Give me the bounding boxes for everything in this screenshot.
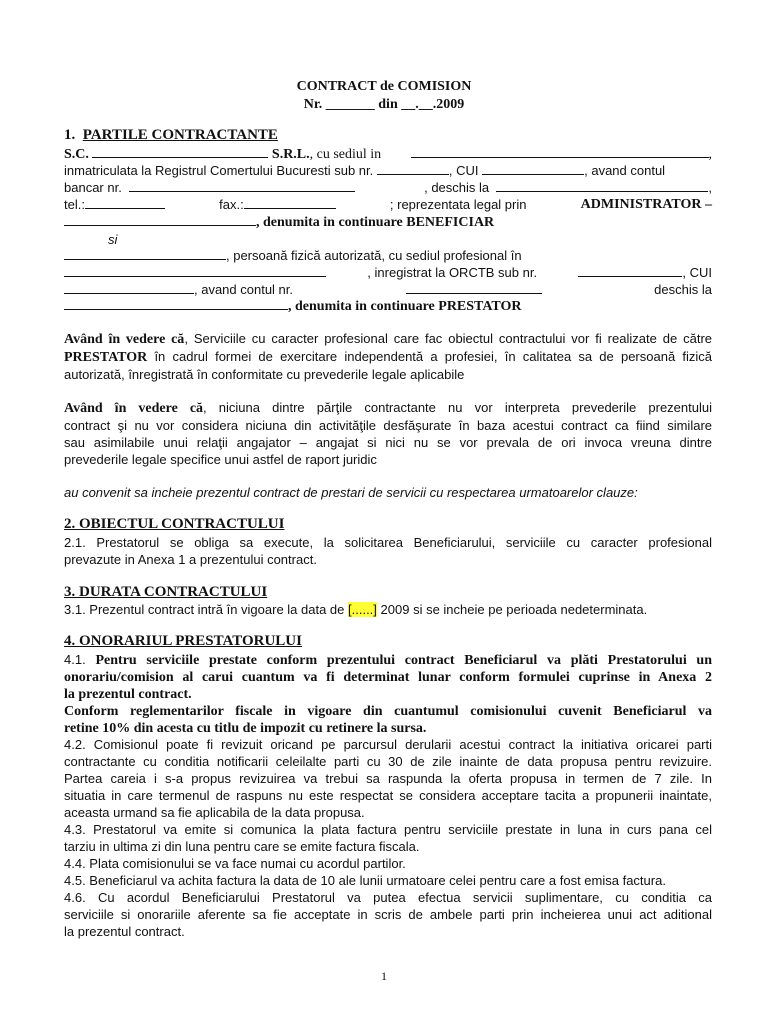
party2-line3: , avand contul nr. deschis la — [64, 281, 712, 298]
party2-line2: , inregistrat la ORCTB sub nr. , CUI — [64, 264, 712, 281]
section-1-heading: 1. PARTILE CONTRACTANTE — [64, 127, 278, 143]
party2-line1: , persoană fizică autorizată, cu sediul profesional în — [64, 247, 712, 264]
clause-4-5: 4.5. Beneficiarul va achita factura la data de 10 ale lunii urmatoare celei pentru care a fost emisa factura. — [64, 873, 666, 888]
party2-line4: , denumita in continuare PRESTATOR — [64, 297, 712, 315]
agreement-statement: au convenit sa incheie prezentul contract de prestari de servicii cu respectarea urmatoarelor clauze: — [64, 485, 638, 500]
clause-4-2: 4.2. Comisionul poate fi revizuit oricand pe parcursul derularii acestui contract la initiativa oricarei parti contractante cu conditia notificarii celeilalte parti cu 30 de zile inainte de data propusa pentru revizuire. Partea careia i s-a propus revizuirea va trebui sa raspunda la oferta propusa in termen de 7 zile. In situatia in care termenul de raspuns nu este respectat se considera acceptare tacita a propunerii inaintate, aceasta urmand sa fie aplicabila de la data propusa. — [64, 737, 712, 820]
section-2-heading: 2. OBIECTUL CONTRACTULUI — [64, 516, 285, 532]
party1-line5: , denumita in continuare BENEFICIAR — [64, 213, 712, 231]
clause-3-1: 3.1. Prezentul contract intră în vigoare la data de [......] 2009 si se incheie pe perioada nedeterminata. — [64, 602, 648, 617]
clause-2-1: 2.1. Prestatorul se obliga sa execute, la solicitarea Beneficiarului, serviciile cu caracter profesional prevazute in Anexa 1 a prezentului contract. — [64, 535, 712, 567]
clause-4-6: 4.6. Cu acordul Beneficiarului Prestatorul va putea efectua servicii suplimentare, cu conditia ca serviciile si onorariile aferente sa fie acceptate in scris de ambele parti prin incheierea unui act aditional la prezentul contract. — [64, 890, 712, 939]
contract-number-line: Nr. _______ din __.__.2009 — [303, 97, 465, 112]
section-3-heading: 3. DURATA CONTRACTULUI — [64, 584, 268, 600]
and-word: si — [108, 232, 118, 247]
party1-line2: inmatriculata la Registrul Comertului Bucuresti sub nr. , CUI , avand contul — [64, 163, 666, 178]
document-title: CONTRACT de COMISION — [296, 79, 472, 94]
section-4-heading: 4. ONORARIUL PRESTATORULUI — [64, 633, 302, 649]
party1-line4: tel.: fax.: ; reprezentata legal prin ADMINISTRATOR – — [64, 197, 712, 212]
clause-4-4: 4.4. Plata comisionului se va face numai cu acordul partilor. — [64, 856, 406, 871]
whereas-paragraph-2: Având în vedere că, niciuna dintre părţile contractante nu vor interpreta prevederile prezentului contract şi nu vor considera niciuna din activităţile desfăşurate în baza acestui contract ca fiind similare sau asimilabile unui relaţii angajator – angajat si nici nu se vor prevala de ori invoca vreuna dintre prevederile legale specifice unui astfel de raport juridic — [64, 400, 712, 467]
clause-4-1: 4.1. Pentru serviciile prestate conform prezentului contract Beneficiarul va plăti Prestatorului un onorariu/comision al carui cuantum va fi determinat lunar conform formulei cuprinse in Anexa 2 la prezentul contract. Conform reglementarilor fiscale in vigoare din cuantumul comisionului cuvenit Beneficiarul va retine 10% din acesta cu titlu de impozit cu retinere la sursa. — [64, 652, 712, 736]
date-placeholder: [......] — [348, 602, 377, 617]
page-number: 1 — [381, 969, 387, 983]
whereas-paragraph-1: Având în vedere că, Serviciile cu caracter profesional care fac obiectul contractului vor fi realizate de către PRESTATOR în cadrul formei de exercitare independentă a profesiei, în calitatea sa de persoană fizică autorizată, înregistrată în conformitate cu prevederile legale aplicabile — [64, 331, 712, 382]
clause-4-3: 4.3. Prestatorul va emite si comunica la plata factura pentru serviciile prestate in luna in curs pana cel tarziu in ultima zi din luna pentru care se emite factura fiscala. — [64, 822, 712, 854]
party1-line3: bancar nr. , deschis la , — [64, 180, 712, 195]
party1-line1: S.C. S.R.L., cu sediul in , — [64, 147, 712, 162]
